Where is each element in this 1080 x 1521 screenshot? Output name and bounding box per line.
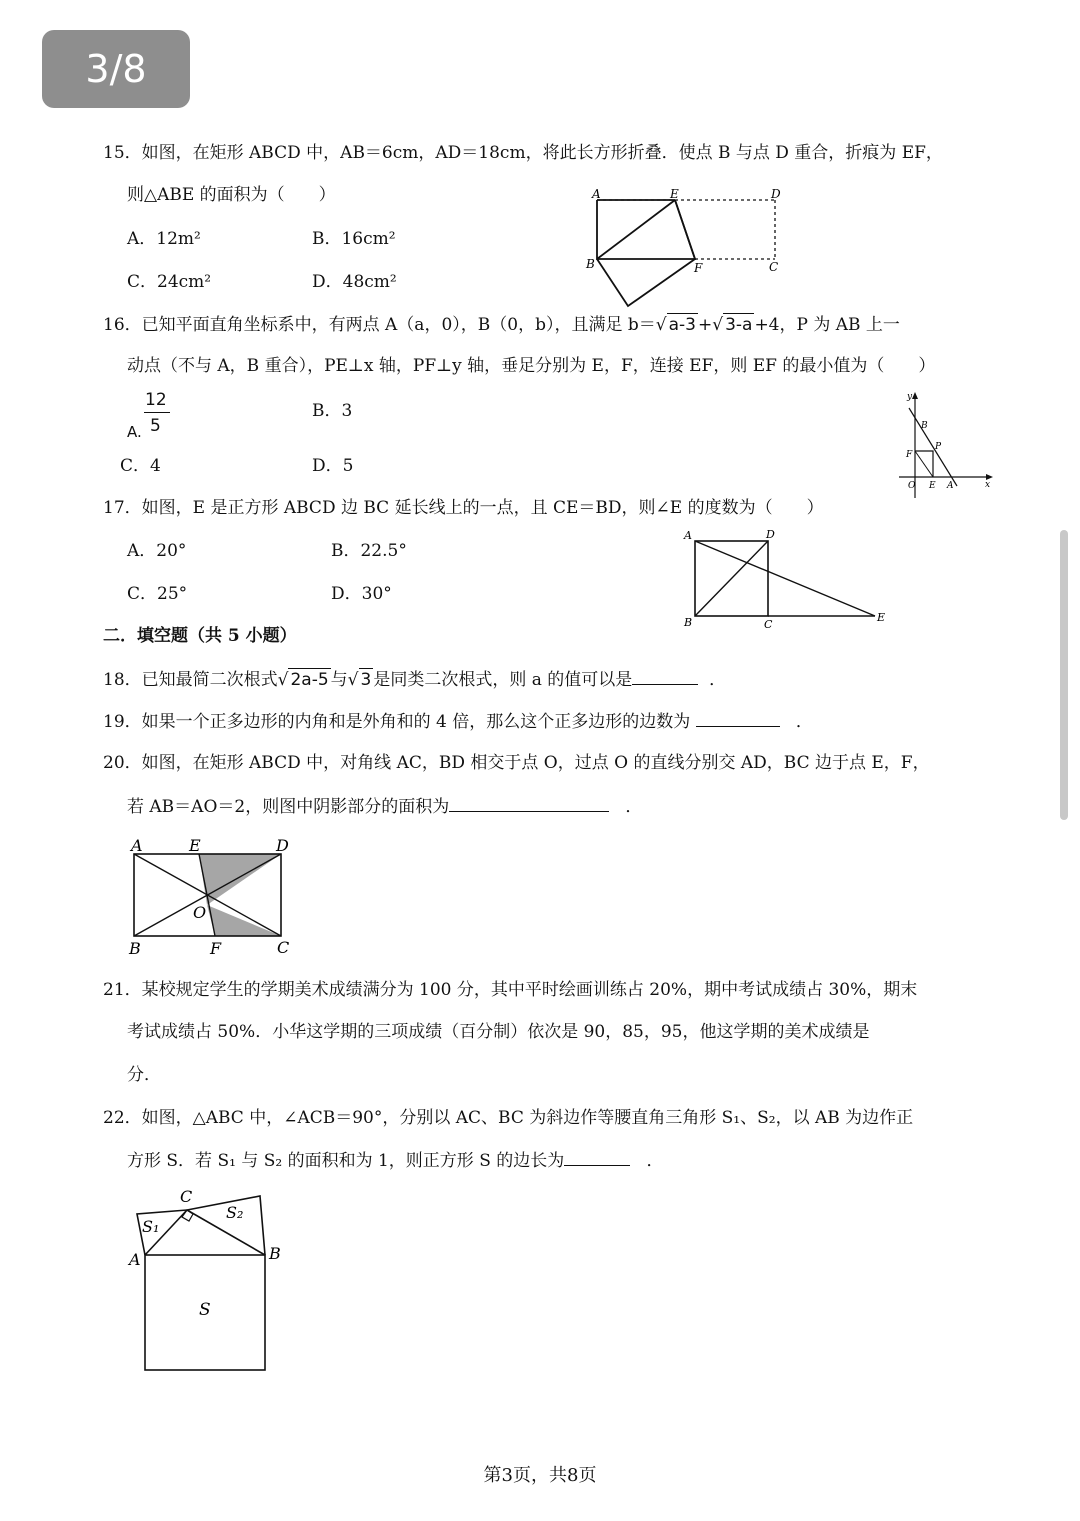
arrow-up-icon — [912, 392, 918, 399]
q17-label-c: C — [764, 618, 773, 631]
q22-line2-text: 方形 S．若 S₁ 与 S₂ 的面积和为 1，则正方形 S 的边长为 — [127, 1151, 565, 1171]
q15-option-d: D．48cm² — [312, 272, 397, 292]
q20-line1: 20．如图，在矩形 ABCD 中，对角线 AC，BD 相交于点 O，过点 O 的直线分别交 AD，BC 边于点 E，F， — [103, 753, 930, 773]
q20-line2-text: 若 AB＝AO＝2，则图中阴影部分的面积为 — [127, 797, 450, 817]
q17-label-a: A — [684, 529, 692, 542]
q16-label-y: y — [907, 392, 913, 402]
radical-sign-icon: √ — [347, 670, 359, 690]
q16-radicand-2: 3-a — [725, 315, 753, 335]
q15-option-a: A．12m² — [127, 229, 201, 249]
q22-label-s: S — [199, 1300, 211, 1320]
q21-line1: 21．某校规定学生的学期美术成绩满分为 100 分，其中平时绘画训练占 20%，期中考试成绩占 30%，期末 — [103, 980, 918, 1000]
q17-segment-ae — [695, 541, 875, 616]
q15-rect-part — [597, 200, 695, 259]
q17-option-b: B．22.5° — [331, 541, 407, 561]
q17-figure — [680, 525, 895, 635]
q22-figure — [120, 1180, 300, 1380]
q17-option-c: C．25° — [127, 584, 188, 604]
q22-line1: 22．如图，△ABC 中，∠ACB＝90°，分别以 AC、BC 为斜边作等腰直角三角形 S₁、S₂，以 AB 为边作正 — [103, 1108, 914, 1128]
q15-folded-part — [597, 200, 695, 306]
q18-pre: 18．已知最简二次根式 — [103, 670, 278, 690]
q20-answer-blank[interactable] — [449, 795, 609, 812]
q16-option-a-numerator: 12 — [145, 390, 167, 410]
q16-figure — [895, 390, 995, 500]
q16-line2: 动点（不与 A，B 重合），PE⊥x 轴，PF⊥y 轴，垂足分别为 E，F，连接 EF，则 EF 的最小值为（ ） — [127, 356, 936, 376]
q16-option-a-label: A. — [127, 423, 142, 441]
q17-line1: 17．如图，E 是正方形 ABCD 边 BC 延长线上的一点，且 CE＝BD，则∠E 的度数为（ ） — [103, 498, 824, 518]
q20-label-o: O — [193, 903, 207, 922]
q22-label-b: B — [269, 1244, 281, 1263]
q18-answer-blank[interactable] — [632, 668, 698, 685]
q18-end: ． — [709, 670, 727, 690]
q15-label-e: E — [670, 187, 679, 201]
q18-line — [103, 668, 726, 691]
q21-line3: 分． — [127, 1065, 161, 1085]
radical-sign-icon: √ — [712, 315, 724, 335]
q15-label-d: D — [771, 187, 781, 201]
radical-sign-icon: √ — [655, 315, 667, 335]
q19-text: 19．如果一个正多边形的内角和是外角和的 4 倍，那么这个正多边形的边数为 — [103, 712, 691, 732]
q17-label-e: E — [877, 611, 886, 624]
q19-answer-blank[interactable] — [696, 710, 780, 727]
q16-option-d: D．5 — [312, 456, 354, 476]
q20-label-e: E — [189, 836, 201, 855]
q15-option-b: B．16cm² — [312, 229, 396, 249]
q21-line2: 考试成绩占 50%．小华这学期的三项成绩（百分制）依次是 90，85，95，他这学期的美术成绩是 — [127, 1022, 870, 1042]
q15-label-a: A — [592, 187, 601, 201]
q16-label-e: E — [929, 481, 936, 491]
q16-plus: + — [697, 315, 713, 335]
section-title-fill-blanks: 二．填空题（共 5 小题） — [103, 626, 297, 646]
q16-option-b: B．3 — [312, 401, 353, 421]
q20-label-c: C — [277, 938, 290, 957]
q16-segment-ef — [915, 451, 933, 477]
q16-radicand-1: a-3 — [668, 315, 696, 335]
q18-radicand-1: 2a-5 — [290, 670, 329, 690]
q15-option-c: C．24cm² — [127, 272, 212, 292]
q16-label-x: x — [985, 480, 991, 490]
q15-label-b: B — [586, 257, 595, 271]
q20-label-d: D — [276, 836, 289, 855]
q16-option-a-denominator: 5 — [150, 416, 161, 436]
q20-label-a: A — [131, 836, 143, 855]
q16-option-c: C．4 — [120, 456, 161, 476]
q15-label-c: C — [769, 260, 779, 274]
q22-label-a: A — [129, 1250, 141, 1269]
scrollbar[interactable] — [1060, 530, 1068, 820]
q15-line2: 则△ABE 的面积为（ ） — [127, 185, 336, 205]
q22-label-c: C — [180, 1187, 193, 1206]
q22-end: ． — [646, 1151, 664, 1171]
q19-end: ． — [795, 712, 813, 732]
q20-figure — [120, 832, 300, 962]
q17-option-a: A．20° — [127, 541, 187, 561]
q16-label-b: B — [921, 421, 928, 431]
q20-end: ． — [625, 797, 643, 817]
q17-label-d: D — [766, 528, 775, 541]
q18-post: 是同类二次根式，则 a 的值可以是 — [373, 670, 633, 690]
q15-line1: 15．如图，在矩形 ABCD 中，AB＝6cm，AD＝18cm，将此长方形折叠．使点 B 与点 D 重合，折痕为 EF， — [103, 143, 943, 163]
q16-line1-post: +4，P 为 AB 上一 — [754, 315, 900, 335]
q17-label-b: B — [684, 616, 693, 629]
q20-label-f: F — [210, 939, 222, 958]
page-badge: 3/8 — [42, 30, 190, 108]
q20-shaded-bottom — [207, 905, 281, 936]
q22-answer-blank[interactable] — [564, 1149, 630, 1166]
q17-option-d: D．30° — [331, 584, 392, 604]
q16-label-f: F — [906, 450, 913, 460]
q18-mid: 与 — [330, 670, 348, 690]
q22-label-s1: S₁ — [142, 1217, 160, 1236]
fraction-bar — [144, 412, 170, 413]
q20-label-b: B — [129, 939, 141, 958]
q22-label-s2: S₂ — [226, 1203, 244, 1222]
q17-diagonal-bd — [695, 541, 768, 616]
q16-label-a: A — [947, 481, 954, 491]
q15-label-f: F — [694, 261, 703, 275]
q18-radicand-2: 3 — [360, 670, 372, 690]
q20-line2 — [127, 795, 642, 818]
q15-figure — [580, 180, 800, 315]
page-footer: 第3页，共8页 — [483, 1465, 597, 1486]
q16-label-p: P — [935, 442, 942, 452]
q22-line2 — [127, 1149, 663, 1172]
q16-line1 — [103, 313, 900, 336]
q15-diag-be — [597, 200, 675, 259]
q16-line1-pre: 16．已知平面直角坐标系中，有两点 A（a，0），B（0，b），且满足 b＝ — [103, 315, 656, 335]
radical-sign-icon: √ — [277, 670, 289, 690]
q19-line — [103, 710, 813, 733]
q16-label-o: O — [908, 481, 916, 491]
